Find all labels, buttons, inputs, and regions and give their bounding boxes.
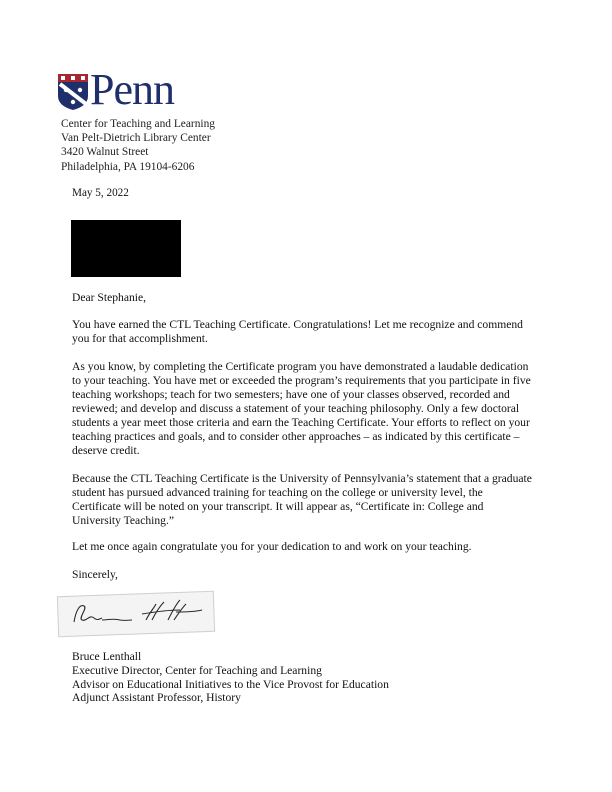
- penn-logo: [58, 65, 188, 116]
- signer-title: Executive Director, Center for Teaching and Learning: [72, 663, 322, 677]
- paragraph: Because the CTL Teaching Certificate is the University of Pennsylvania’s statement that a graduate student has pursued advanced training for teaching on the college or university level, the Certificate will be noted on your transcript. It will appear as, “Certificate in: College and University Teaching.”: [72, 472, 532, 527]
- letter-date: May 5, 2022: [72, 187, 129, 199]
- address-line: Center for Teaching and Learning: [61, 118, 215, 130]
- closing: Sincerely,: [72, 568, 118, 581]
- handwritten-signature: [56, 590, 216, 638]
- paragraph: Let me once again congratulate you for your dedication to and work on your teaching.: [72, 540, 472, 553]
- address-line: Philadelphia, PA 19104-6206: [61, 160, 195, 173]
- salutation: Dear Stephanie,: [72, 291, 147, 304]
- penn-shield-icon: [58, 74, 88, 110]
- letterhead-address: [61, 117, 215, 174]
- signature-block: [72, 650, 389, 705]
- signer-title: Advisor on Educational Initiatives to the Vice Provost for Education: [72, 677, 389, 691]
- redacted-recipient-block: [71, 220, 181, 277]
- address-line: 3420 Walnut Street: [61, 146, 149, 159]
- address-line: Van Pelt-Dietrich Library Center: [61, 132, 211, 145]
- signer-name: Bruce Lenthall: [72, 650, 142, 663]
- signer-title: Adjunct Assistant Professor, History: [72, 691, 241, 705]
- penn-wordmark: Penn: [90, 65, 174, 114]
- paragraph: You have earned the CTL Teaching Certificate. Congratulations! Let me recognize and commend you for that accomplishment.: [72, 318, 523, 345]
- paragraph: As you know, by completing the Certificate program you have demonstrated a laudable dedication to your teaching. You have met or exceeded the program’s requirements that you participate in five teaching workshops; teach for two semesters; have one of your classes observed, recorded and reviewed; and develop and discuss a statement of your teaching philosophy. Only a few doctoral students a year meet those criteria and earn the Teaching Certificate. Your efforts to reflect on your teaching practices and goals, and to consider other approaches – as indicated by this certificate – deserve credit.: [72, 360, 531, 457]
